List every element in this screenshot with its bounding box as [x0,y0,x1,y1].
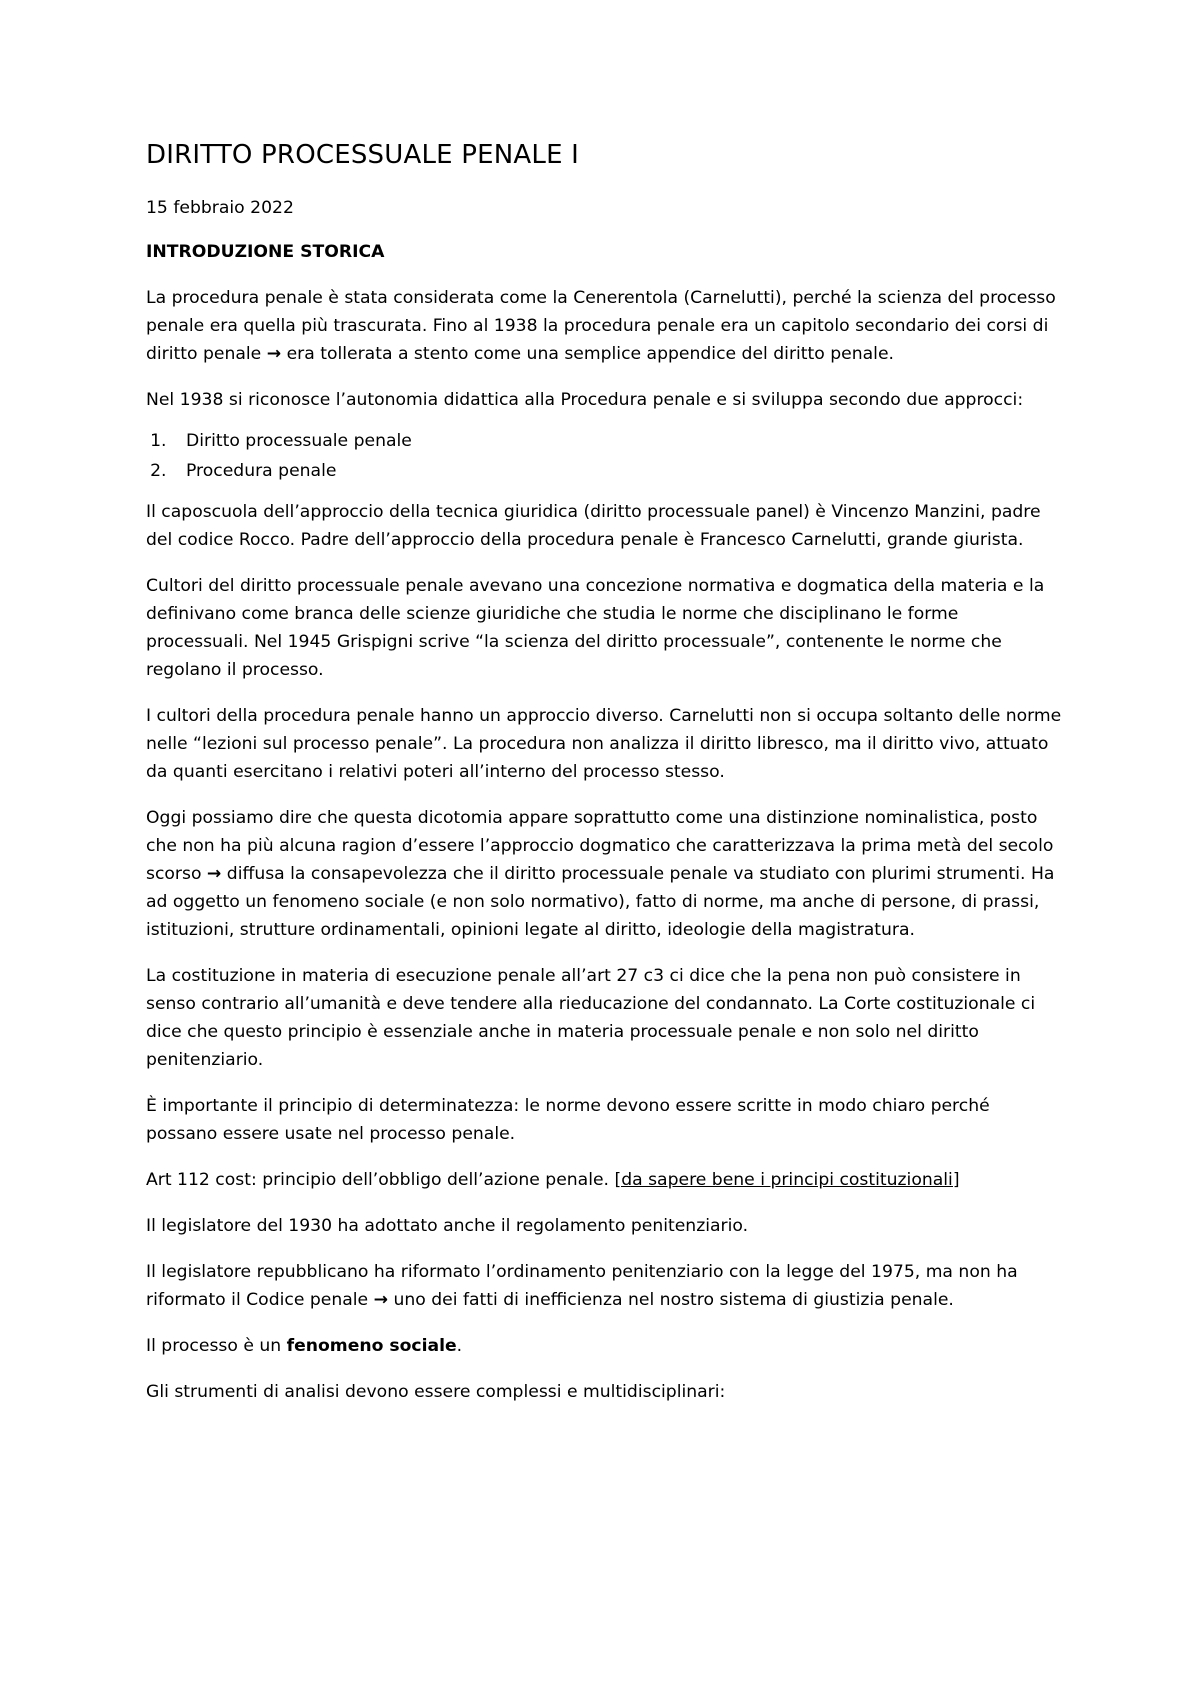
paragraph-10: Il legislatore del 1930 ha adottato anche il regolamento penitenziario. [146,1216,749,1236]
paragraph-12 [146,1332,1066,1360]
paragraph-12-text-a: Il processo è un [146,1336,287,1356]
section-heading: INTRODUZIONE STORICA [146,242,385,262]
paragraph-2: Nel 1938 si riconosce l’autonomia didattica alla Procedura penale e si sviluppa secondo due approcci: [146,390,1024,410]
paragraph-12-text-b: . [456,1336,463,1356]
paragraph-12-bold: fenomeno sociale [286,1336,457,1356]
paragraph-11 [146,1258,1066,1314]
paragraph-9-text: Art 112 cost: principio dell’obbligo dell’azione penale. [146,1170,615,1190]
paragraph-13: Gli strumenti di analisi devono essere complessi e multidisciplinari: [146,1382,726,1402]
arrow-right-icon: → [373,1290,388,1310]
list-item: 1. Diritto processuale penale [172,426,1066,456]
paragraph-6-text-b: diffusa la consapevolezza che il diritto processuale penale va studiato con plurimi strumenti. Ha ad oggetto un fenomeno sociale (e non solo normativo), fatto di norme, ma anche di persone, di prassi, istituzioni, strutture ordinamentali, opinioni legate al diritto, ideologie della magistratura. [146,864,1055,940]
document-title: DIRITTO PROCESSUALE PENALE I [146,140,580,170]
paragraph-5: I cultori della procedura penale hanno un approccio diverso. Carnelutti non si occupa soltanto delle norme nelle “lezioni sul processo penale”. La procedura non analizza il diritto libresco, ma il diritto vivo, attuato da quanti esercitano i relativi poteri all’interno del processo stesso. [146,706,1062,782]
document-date: 15 febbraio 2022 [146,198,294,218]
study-note: [da sapere bene i principi costituzionali] [614,1170,960,1190]
paragraph-7: La costituzione in materia di esecuzione penale all’art 27 c3 ci dice che la pena non può consistere in senso contrario all’umanità e deve tendere alla rieducazione del condannato. La Corte costituzionale ci dice che questo principio è essenziale anche in materia processuale penale e non solo nel diritto penitenziario. [146,966,1036,1070]
arrow-right-icon: → [266,344,282,364]
paragraph-1 [146,284,1066,368]
approaches-list [146,426,1066,486]
paragraph-4: Cultori del diritto processuale penale avevano una concezione normativa e dogmatica della materia e la definivano come branca delle scienze giuridiche che studia le norme che disciplinano le forme processuali. Nel 1945 Grispigni scrive “la scienza del diritto processuale”, contenente le norme che regolano il processo. [146,576,1045,680]
arrow-right-icon: → [206,864,222,884]
paragraph-11-text-b: uno dei fatti di inefficienza nel nostro sistema di giustizia penale. [388,1290,954,1310]
paragraph-6 [146,804,1066,944]
list-item: 2. Procedura penale [172,456,1066,486]
paragraph-1-text-a: La procedura penale è stata considerata come la Cenerentola (Carnelutti), perché la scienza del processo penale era quella più trascurata. Fino al 1938 la procedura penale era un capitolo secondario dei corsi di diritto penale [146,288,1056,364]
paragraph-11-text-a: Il legislatore repubblicano ha riformato l’ordinamento penitenziario con la legge del 1975, ma non ha riformato il Codice penale [146,1262,1018,1310]
paragraph-1-text-b: era tollerata a stento come una semplice appendice del diritto penale. [281,344,894,364]
paragraph-6-text-a: Oggi possiamo dire che questa dicotomia appare soprattutto come una distinzione nominalistica, posto che non ha più alcuna ragion d’essere l’approccio dogmatico che caratterizzava la prima metà del secolo scorso [146,808,1054,884]
paragraph-9 [146,1166,1066,1194]
paragraph-3: Il caposcuola dell’approccio della tecnica giuridica (diritto processuale panel) è Vincenzo Manzini, padre del codice Rocco. Padre dell’approccio della procedura penale è Francesco Carnelutti, grande giurista. [146,502,1041,550]
paragraph-8: È importante il principio di determinatezza: le norme devono essere scritte in modo chiaro perché possano essere usate nel processo penale. [146,1096,990,1144]
document-page [146,140,1066,1424]
